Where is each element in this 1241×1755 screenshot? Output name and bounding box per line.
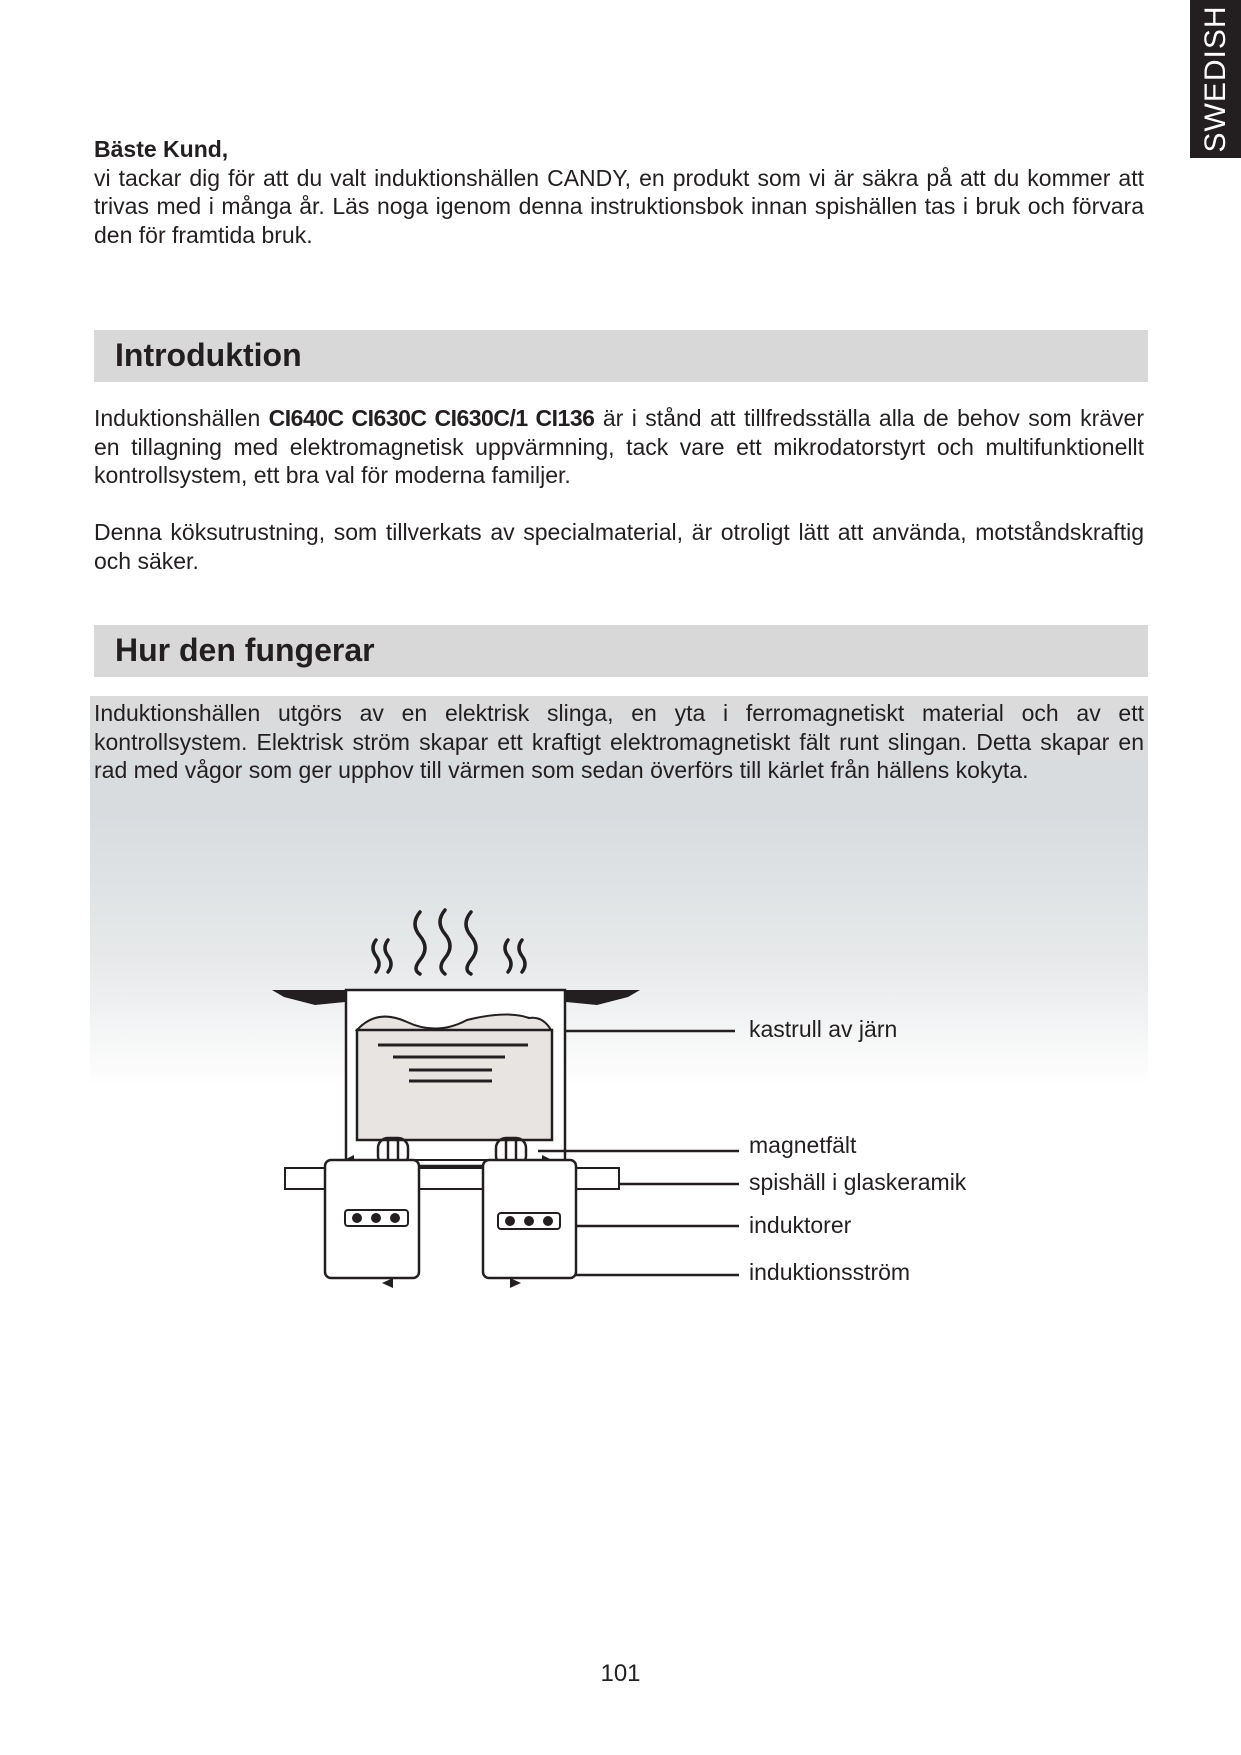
- label-pan: kastrull av järn: [749, 1016, 898, 1042]
- section-heading-how-it-works: Hur den fungerar: [115, 632, 375, 668]
- heat-waves-icon: [373, 910, 525, 974]
- section-heading-introduction: Introduktion: [115, 337, 302, 373]
- how-it-works-text: Induktionshällen utgörs av en elektrisk slinga, en yta i ferromagnetiskt material och av ett kontrollsystem. Elektrisk ström skapar ett kraftigt elektromagnetiskt fält runt slingan. Detta skapar en rad med vågor som ger upphov till värmen som sedan överförs till kärlet från hällens kokyta.: [94, 700, 1144, 784]
- intro-p1-start: Induktionshällen: [94, 405, 261, 431]
- model-numbers: CI640C CI630C CI630C/1 CI136: [268, 405, 595, 431]
- greeting-salutation: Bäste Kund,: [94, 136, 229, 162]
- label-inductors: induktorer: [749, 1212, 852, 1238]
- language-tab-label: SWEDISH: [1198, 5, 1232, 153]
- label-magnetic-field: magnetfält: [749, 1132, 857, 1158]
- greeting-text: vi tackar dig för att du valt induktionshällen CANDY, en produkt som vi är säkra på att du kommer att trivas med i många år. Läs noga igenom denna instruktionsbok innan spishällen tas i bruk och förvara den för framtida bruk.: [94, 164, 1144, 249]
- intro-p2-text: Denna köksutrustning, som tillverkats av specialmaterial, är otroligt lätt att använda, motståndskraftig och säker.: [94, 519, 1144, 574]
- label-glass-ceramic: spishäll i glaskeramik: [749, 1169, 967, 1195]
- page-number: 101: [600, 1660, 641, 1687]
- label-induction-current: induktionsström: [749, 1259, 911, 1285]
- pan-icon: [346, 990, 565, 1166]
- intro-p1-rest: är i stånd att tillfredsställa alla de behov som kräver en tillagning med elektromagnetisk uppvärmning, tack vare ett mikrodatorstyrt och multifunktionellt kontrollsystem, ett bra val för moderna familjer.: [94, 405, 1144, 489]
